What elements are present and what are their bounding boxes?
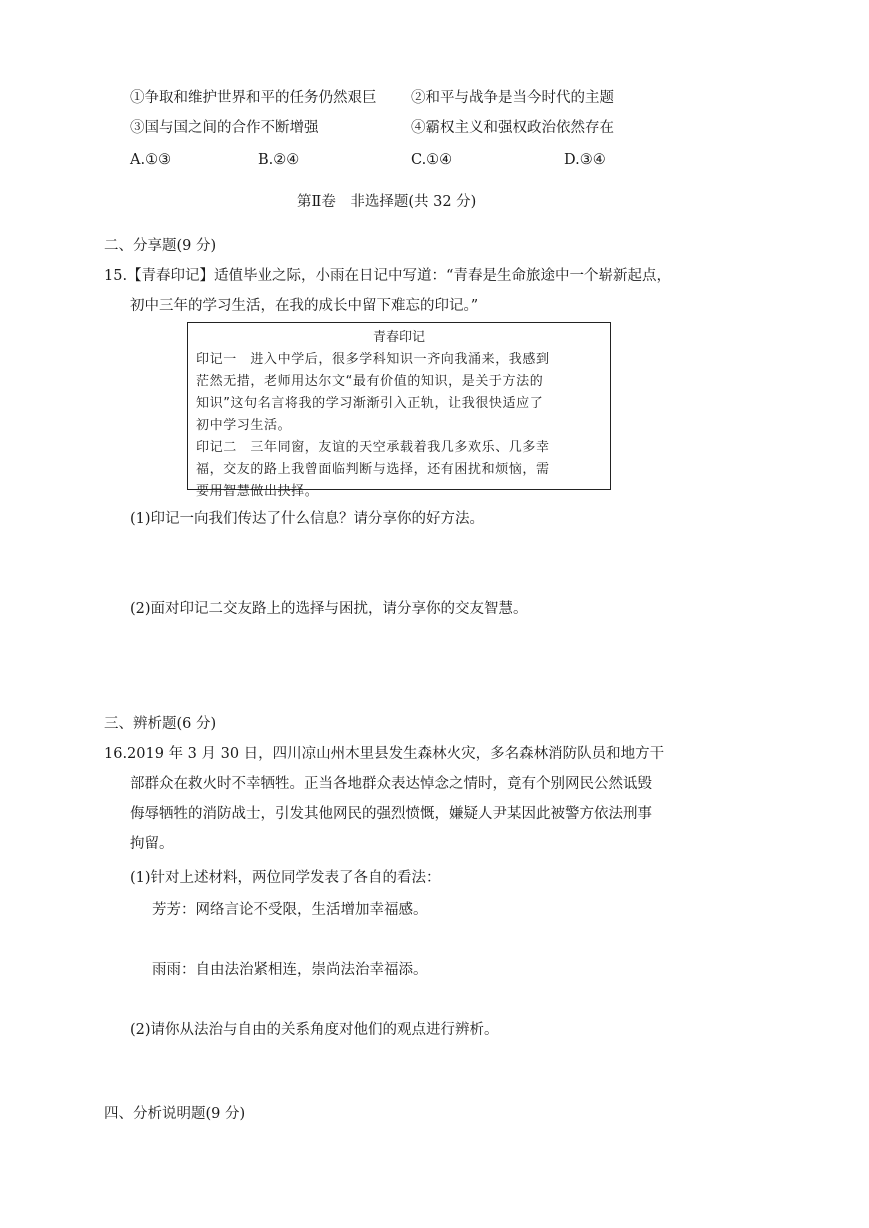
diary-box-line: 福，交友的路上我曾面临判断与选择，还有困扰和烦恼，需 [196,462,550,477]
question-16-sub-2: (2)请你从法治与自由的关系角度对他们的观点进行辨析。 [130,1022,499,1038]
diary-box-line: 茫然无措，老师用达尔文“最有价值的知识，是关于方法的 [196,374,544,389]
question-15-sub-2: (2)面对印记二交友路上的选择与困扰，请分享你的交友智慧。 [130,601,528,617]
opinion-fangfang: 芳芳：网络言论不受限，生活增加幸福感。 [152,902,428,918]
diary-box-line: 初中学习生活。 [196,418,292,433]
question-16-line-1: 16.2019 年 3 月 30 日，四川凉山州木里县发生森林火灾，多名森林消防队员和地方干 [104,746,665,762]
diary-box [187,322,611,499]
diary-box-title: 青春印记 [372,330,425,345]
question-16-line-3: 侮辱牺牲的消防战士，引发其他网民的强烈愤慨，嫌疑人尹某因此被警方依法刑事 [130,806,652,822]
diary-box-line: 知识”这句名言将我的学习渐渐引入正轨，让我很快适应了 [196,396,544,411]
question-16-sub-1: (1)针对上述材料，两位同学发表了各自的看法： [130,870,441,886]
option-statement-2: ②和平与战争是当今时代的主题 [411,90,614,106]
option-statement-4: ④霸权主义和强权政治依然存在 [411,120,614,136]
section-title-analysis: 三、辨析题(6 分) [104,716,217,732]
option-statement-1: ①争取和维护世界和平的任务仍然艰巨 [130,90,377,106]
section-title-share: 二、分享题(9 分) [104,238,217,254]
diary-box-line: 印记二 三年同窗，友谊的天空承载着我几多欢乐、几多幸 [196,440,550,455]
question-15-line-2: 初中三年的学习生活，在我的成长中留下难忘的印记。” [130,298,479,314]
question-15-sub-1: (1)印记一向我们传达了什么信息？请分享你的好方法。 [130,511,485,527]
choice-d: D.③④ [564,152,606,168]
option-statement-3: ③国与国之间的合作不断增强 [130,120,319,136]
section-title-explain: 四、分析说明题(9 分) [104,1106,246,1122]
question-16-line-2: 部群众在救火时不幸牺牲。正当各地群众表达悼念之情时，竟有个别网民公然诋毁 [130,776,652,792]
choice-b: B.②④ [258,152,300,168]
opinion-yuyu: 雨雨：自由法治紧相连，崇尚法治幸福添。 [152,962,428,978]
choice-a: A.①③ [130,152,172,168]
question-16-line-4: 拘留。 [130,836,174,852]
diary-box-line: 要用智慧做出抉择。 [196,484,319,499]
diary-box-line: 印记一 进入中学后，很多学科知识一齐向我涌来，我感到 [196,352,550,367]
question-15-line-1: 15.【青春印记】适值毕业之际，小雨在日记中写道：“青春是生命旅途中一个崭新起点， [104,268,671,284]
part-title: 第Ⅱ卷 非选择题(共 32 分) [297,194,477,210]
choice-c: C.①④ [411,152,453,168]
